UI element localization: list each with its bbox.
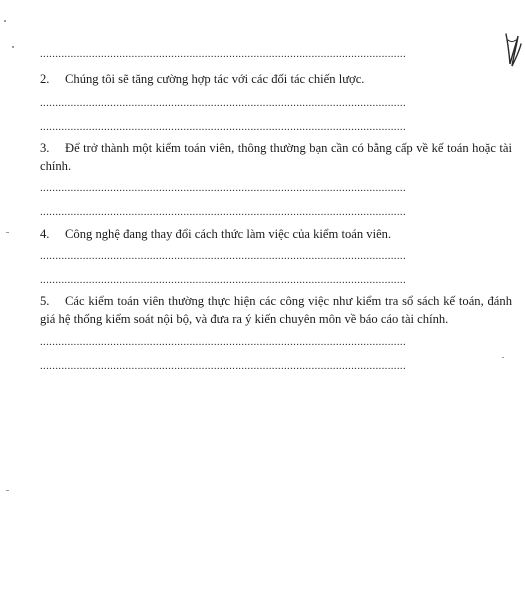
item-text: Chúng tôi sẽ tăng cường hợp tác với các đối tác chiến lược. [65,72,365,86]
answer-line[interactable]: ........................................................................................................................ [40,360,406,372]
scan-mark [12,46,14,48]
answer-line[interactable]: ........................................................................................................................ [40,206,406,218]
scan-mark [6,232,9,233]
item-text: Công nghệ đang thay đổi cách thức làm việc của kiểm toán viên. [65,227,392,241]
scan-mark [6,490,9,491]
item-text: Để trở thành một kiểm toán viên, thông thường bạn cần có bằng cấp về kế toán hoặc tài chính. [40,141,512,173]
item-number: 3. [40,141,50,155]
exercise-item-5 [40,292,512,328]
answer-line[interactable]: ........................................................................................................................ [40,336,406,348]
answer-line[interactable]: ........................................................................................................................ [40,182,406,194]
item-text: Các kiểm toán viên thường thực hiện các công việc như kiểm tra sổ sách kế toán, đánh giá hệ thống kiểm soát nội bộ, và đưa ra ý kiến chuyên môn về báo cáo tài chính. [40,294,512,326]
answer-line[interactable]: ........................................................................................................................ [40,250,406,262]
exercise-item-2 [40,70,512,88]
answer-line[interactable]: ........................................................................................................................ [40,274,406,286]
scan-mark [502,357,504,358]
answer-line[interactable]: ........................................................................................................................ [40,48,406,60]
answer-line[interactable]: ........................................................................................................................ [40,97,406,109]
answer-line[interactable]: ........................................................................................................................ [40,121,406,133]
handwritten-signature-icon [500,30,524,70]
scan-mark [4,20,6,22]
exercise-item-3 [40,139,512,175]
item-number: 2. [40,72,50,86]
item-number: 4. [40,227,50,241]
item-number: 5. [40,294,50,308]
exercise-item-4 [40,225,512,243]
